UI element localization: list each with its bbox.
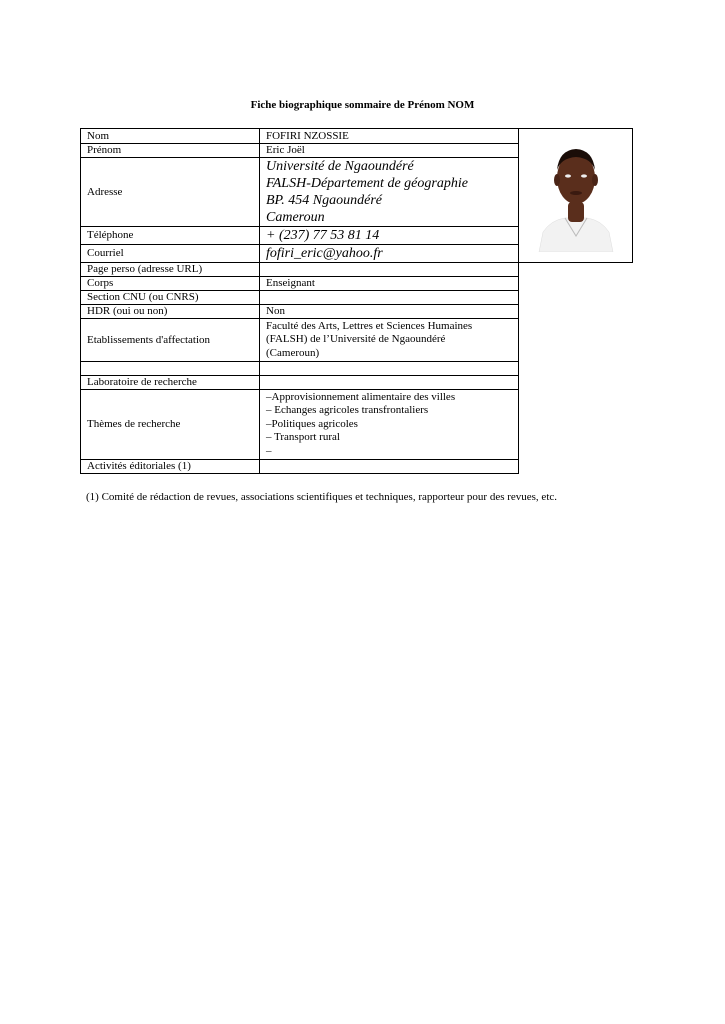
theme-line: –Politiques agricoles bbox=[266, 417, 358, 430]
etablissement-line: (FALSH) de l’Université de Ngaoundéré bbox=[266, 333, 446, 346]
portrait-photo bbox=[537, 140, 615, 252]
value-courriel: fofiri_eric@yahoo.fr bbox=[260, 245, 519, 263]
label-laboratoire: Laboratoire de recherche bbox=[81, 376, 260, 390]
photo-cell bbox=[519, 129, 633, 263]
row-section bbox=[81, 291, 633, 305]
label-telephone: Téléphone bbox=[81, 227, 260, 245]
label-blank bbox=[81, 362, 260, 376]
label-nom: Nom bbox=[81, 129, 260, 144]
theme-line: –Approvisionnement alimentaire des villes bbox=[266, 390, 456, 403]
row-etablissements bbox=[81, 319, 633, 362]
bio-table bbox=[80, 128, 633, 474]
label-themes: Thèmes de recherche bbox=[81, 390, 260, 460]
footnote: (1) Comité de rédaction de revues, associations scientifiques et techniques, rapporteur pour des revues, etc. bbox=[86, 491, 558, 503]
value-adresse bbox=[260, 158, 519, 227]
value-telephone: + (237) 77 53 81 14 bbox=[260, 227, 519, 245]
label-activites: Activités éditoriales (1) bbox=[81, 460, 260, 474]
portrait-shirt bbox=[539, 218, 613, 252]
label-hdr: HDR (oui ou non) bbox=[81, 305, 260, 319]
label-page-perso: Page perso (adresse URL) bbox=[81, 263, 260, 277]
label-adresse: Adresse bbox=[81, 158, 260, 227]
row-page-perso bbox=[81, 263, 633, 277]
value-section bbox=[260, 291, 519, 305]
portrait-mouth bbox=[570, 191, 582, 195]
label-prenom: Prénom bbox=[81, 144, 260, 158]
value-activites bbox=[260, 460, 519, 474]
portrait-ear-left bbox=[554, 174, 560, 186]
adresse-line: FALSH-Département de géographie bbox=[266, 176, 468, 191]
value-laboratoire bbox=[260, 376, 519, 390]
value-hdr: Non bbox=[260, 305, 519, 319]
row-laboratoire bbox=[81, 376, 633, 390]
label-etablissements: Etablissements d'affectation bbox=[81, 319, 260, 362]
theme-line: – bbox=[266, 444, 272, 457]
adresse-line: Université de Ngaoundéré bbox=[266, 159, 414, 174]
row-corps bbox=[81, 277, 633, 291]
row-blank bbox=[81, 362, 633, 376]
theme-line: – Echanges agricoles transfrontaliers bbox=[266, 404, 429, 417]
value-prenom: Eric Joël bbox=[260, 144, 519, 158]
value-etablissements bbox=[260, 319, 519, 362]
value-themes bbox=[260, 390, 519, 460]
value-nom: FOFIRI NZOSSIE bbox=[260, 129, 519, 144]
label-section: Section CNU (ou CNRS) bbox=[81, 291, 260, 305]
row-themes bbox=[81, 390, 633, 460]
adresse-line: BP. 454 Ngaoundéré bbox=[266, 193, 383, 208]
etablissement-line: Faculté des Arts, Lettres et Sciences Humaines bbox=[266, 319, 473, 332]
portrait-eye-right bbox=[581, 174, 587, 177]
portrait-ear-right bbox=[592, 174, 598, 186]
portrait-eye-left bbox=[565, 174, 571, 177]
document-title: Fiche biographique sommaire de Prénom NOM bbox=[250, 99, 475, 111]
portrait-neck bbox=[568, 202, 584, 222]
etablissement-line: (Cameroun) bbox=[266, 346, 320, 359]
value-corps: Enseignant bbox=[260, 277, 519, 291]
label-courriel: Courriel bbox=[81, 245, 260, 263]
adresse-line: Cameroun bbox=[266, 210, 325, 225]
row-activites bbox=[81, 460, 633, 474]
row-hdr bbox=[81, 305, 633, 319]
theme-line: – Transport rural bbox=[266, 431, 340, 444]
label-corps: Corps bbox=[81, 277, 260, 291]
row-nom bbox=[81, 129, 633, 144]
value-page-perso bbox=[260, 263, 519, 277]
value-blank bbox=[260, 362, 519, 376]
